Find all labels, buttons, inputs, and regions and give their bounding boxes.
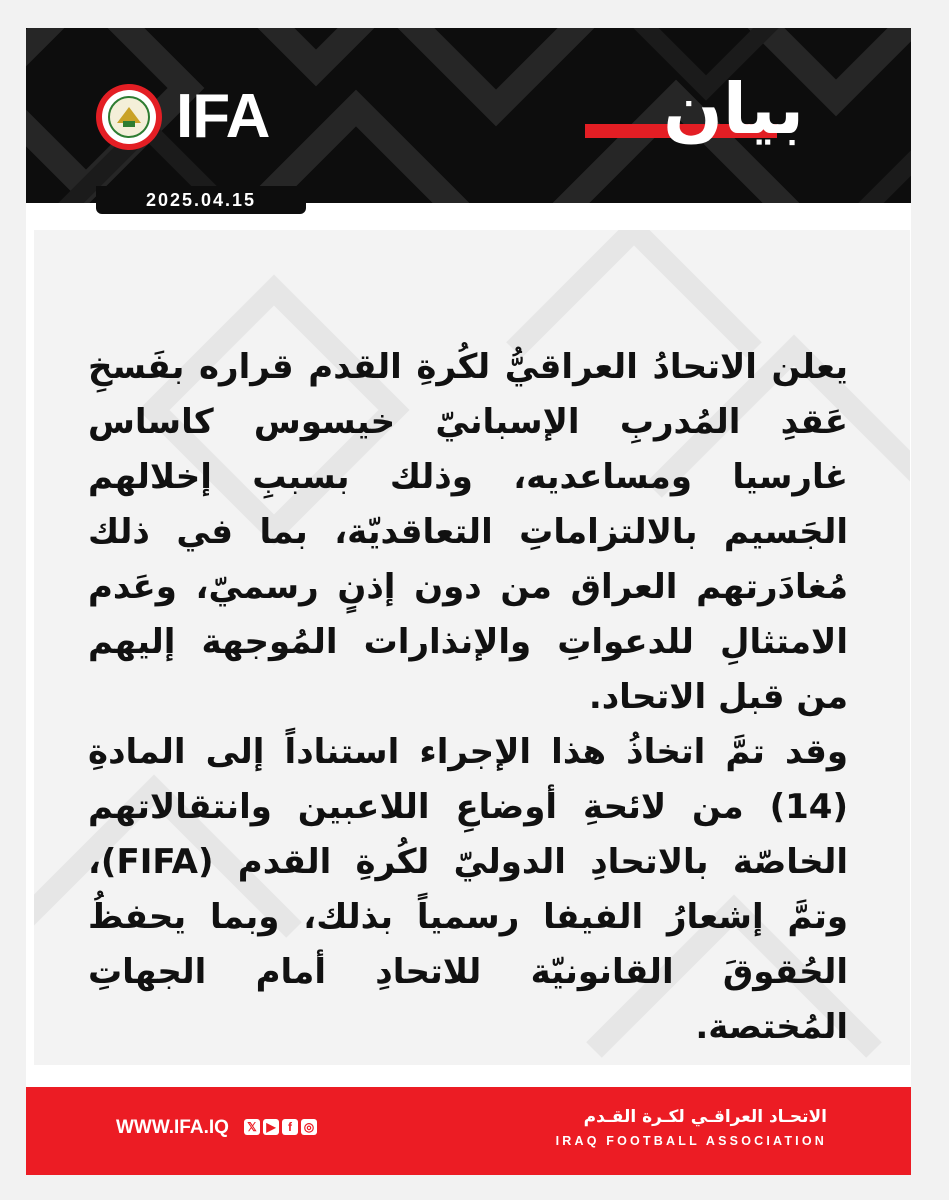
website-link[interactable]: WWW.IFA.IQ: [116, 1117, 229, 1138]
org-name-arabic: الاتحـاد العراقـي لكـرة القـدم: [583, 1107, 827, 1127]
statement-text: [88, 340, 848, 1055]
ifa-emblem-icon: [95, 83, 163, 151]
date-badge: 2025.04.15: [96, 186, 306, 214]
statement-paragraph-2: وقد تمَّ اتخاذُ هذا الإجراء استناداً إلى المادةِ (14) من لائحةِ أوضاعِ اللاعبين وانتقالاتهم الخاصّة بالاتحادِ الدوليّ لكُرةِ القدم (FIFA)، وتمَّ إشعارُ الفيفا رسمياً بذلك، وبما يحفظُ الحُقوقَ القانونيّة للاتحادِ أمام الجهاتِ المُختصة.: [88, 732, 848, 1047]
footer: [26, 1087, 911, 1175]
x-icon[interactable]: 𝕏: [244, 1119, 260, 1135]
instagram-icon[interactable]: ◎: [301, 1119, 317, 1135]
page-title: بيان: [663, 68, 804, 150]
social-links: [244, 1119, 317, 1135]
org-name-english: IRAQ FOOTBALL ASSOCIATION: [555, 1134, 827, 1148]
brand-logo: IFA: [176, 82, 270, 151]
statement-paragraph-1: يعلن الاتحادُ العراقيُّ لكُرةِ القدم قراره بفَسخِ عَقدِ المُدربِ الإسبانيّ خيسوس كاساس غارسيا ومساعديه، وذلك بسببِ إخلالهم الجَسيم بالالتزاماتِ التعاقديّة، بما في ذلك مُغادَرتهم العراق من دون إذنٍ رسميّ، وعَدم الامتثالِ للدعواتِ والإنذارات المُوجهة إليهم من قبل الاتحاد.: [88, 347, 848, 717]
youtube-icon[interactable]: ▶: [263, 1119, 279, 1135]
facebook-icon[interactable]: f: [282, 1119, 298, 1135]
